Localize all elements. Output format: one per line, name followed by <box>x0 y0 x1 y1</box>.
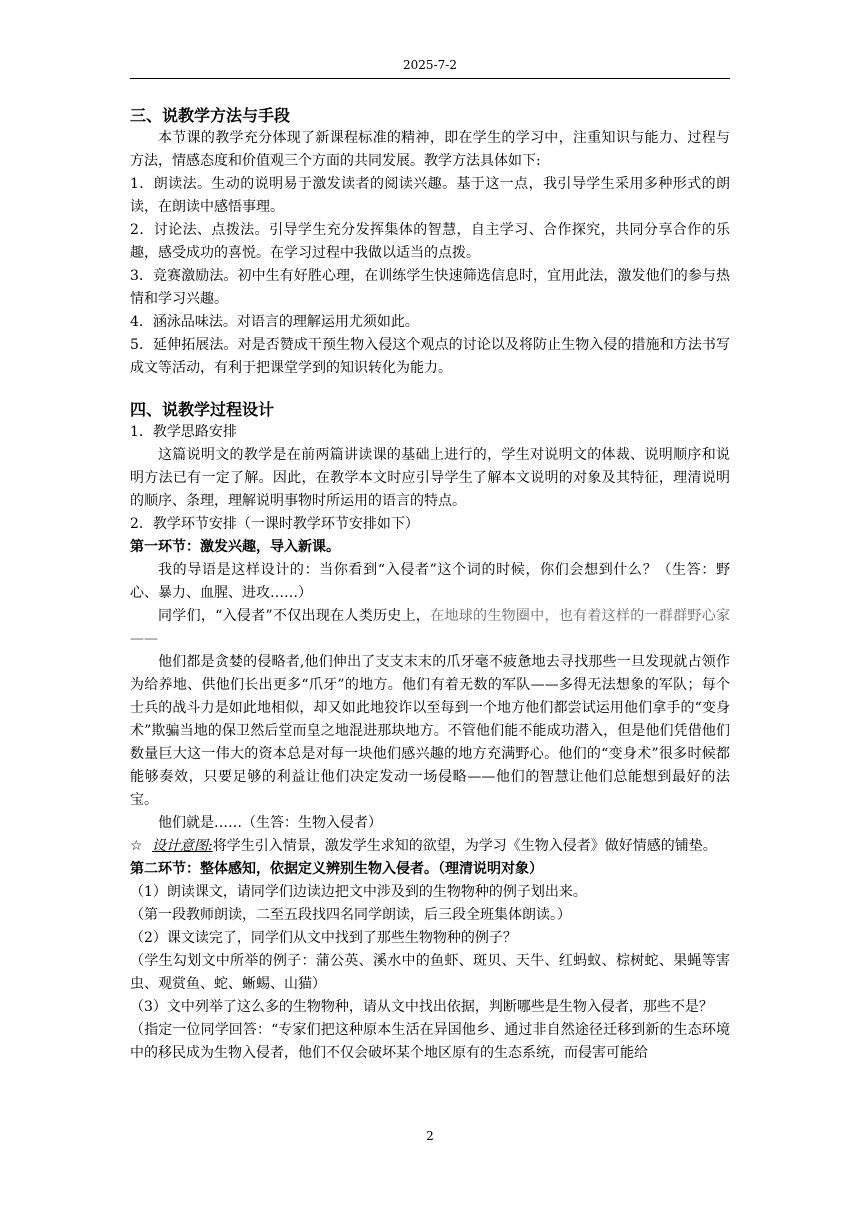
design-intent-text <box>152 835 730 858</box>
method-item: 2．讨论法、点拨法。引导学生充分发挥集体的智慧，自主学习、合作探究，共同分享合作的乐趣，感受成功的喜悦。在学习过程中我做以适当的点拨。 <box>130 222 730 261</box>
step-1-paragraph-2 <box>130 605 730 651</box>
page-header-date: 2025-7-2 <box>403 58 457 72</box>
method-item: 4．涵泳品味法。对语言的理解运用尤须如此。 <box>130 314 419 330</box>
method-item: 1．朗读法。生动的说明易于激发读者的阅读兴趣。基于这一点，我引导学生采用多种形式的朗读，在朗读中感悟事理。 <box>130 176 730 215</box>
method-item: 5．延伸拓展法。对是否赞成干预生物入侵这个观点的讨论以及将防止生物入侵的措施和方法书写成文等活动，有利于把课堂学到的知识转化为能力。 <box>130 337 730 376</box>
step-2-line: （指定一位同学回答：“专家们把这种原本生活在异国他乡、通过非自然途径迁移到新的生态环境中的移民成为生物入侵者，他们不仅会破坏某个地区原有的生态系统，而侵害可能给 <box>130 1022 730 1061</box>
step-2-line: （3）文中列举了这么多的生物物种，请从文中找出依据，判断哪些是生物入侵者，那些不是？ <box>130 999 713 1015</box>
step-2-line: （2）课文读完了，同学们从文中找到了那些生物物种的例子？ <box>130 930 517 946</box>
step-1-paragraph-2-part-b: 在地球的生物圈中，也有着这样的一群群野心家—— <box>130 608 730 647</box>
design-intent-label: 设计意图: <box>152 838 213 854</box>
step-2-line: （学生勾划文中所举的例子：蒲公英、溪水中的鱼虾、斑贝、天牛、红蚂蚁、棕树蛇、果蝇等害虫、观赏鱼、蛇、蜥蜴、山猫） <box>130 953 730 992</box>
step-1-paragraph-2-part-a: 同学们，“入侵者”不仅出现在人类历史上， <box>158 608 431 624</box>
design-intent-note <box>130 835 730 858</box>
step-1-paragraph-3: 他们都是贪婪的侵略者,他们伸出了支支末末的爪牙毫不疲惫地去寻找那些一旦发现就占领作为给养地、供他们长出更多“爪牙”的地方。他们有着无数的军队——多得无法想象的军队；每个士兵的战斗力是如此地相似，却又如此地狡诈以至每到一个地方他们都尝试运用他们拿手的“变身术”欺骗当地的保卫然后堂而皇之地混进那块地方。不管他们能不能成功潜入，但是他们凭借他们数量巨大这一伟大的资本总是对每一块他们感兴趣的地方充满野心。他们的“变身术”很多时候都能够奏效，只要足够的利益让他们决定发动一场侵略——他们的智慧让他们总能想到最好的法宝。 <box>130 654 730 808</box>
header-rule <box>130 78 730 79</box>
subheading-teaching-steps: 2．教学环节安排（一课时教学环节安排如下） <box>130 516 419 532</box>
design-intent-body: 将学生引入情景，激发学生求知的欲望，为学习《生物入侵者》做好情感的铺垫。 <box>212 838 717 854</box>
step-1-paragraph-4: 他们就是……（生答：生物入侵者） <box>158 815 382 831</box>
step-2-line: （1）朗读课文，请同学们边读边把文中涉及到的生物物种的例子划出来。 <box>130 884 587 900</box>
page-number: 2 <box>426 1129 434 1143</box>
subheading-teaching-approach: 1．教学思路安排 <box>130 424 237 440</box>
step-1-title: 第一环节：激发兴趣，导入新课。 <box>130 539 340 555</box>
step-1-paragraph: 我的导语是这样设计的：当你看到“入侵者”这个词的时候，你们会想到什么？（生答：野心、暴力、血腥、进攻……） <box>130 562 730 601</box>
section-gap <box>130 380 730 398</box>
document-body <box>130 104 730 1065</box>
method-item: 3．竞赛激励法。初中生有好胜心理，在训练学生快速筛选信息时，宜用此法，激发他们的参与热情和学习兴趣。 <box>130 268 730 307</box>
step-2-line: （第一段教师朗读，二至五段找四名同学朗读，后三段全班集体朗读。） <box>130 907 571 923</box>
section-3-title: 三、说教学方法与手段 <box>130 106 291 125</box>
star-icon: ☆ <box>130 838 143 854</box>
section-3-intro: 本节课的教学充分体现了新课程标准的精神，即在学生的学习中，注重知识与能力、过程与方法，情感态度和价值观三个方面的共同发展。教学方法具体如下: <box>130 130 730 169</box>
step-2-title: 第二环节：整体感知，依据定义辨别生物入侵者。（理清说明对象） <box>130 861 543 877</box>
section-4-title: 四、说教学过程设计 <box>130 400 275 419</box>
teaching-approach-text: 这篇说明文的教学是在前两篇讲读课的基础上进行的，学生对说明文的体裁、说明顺序和说明方法已有一定了解。因此，在教学本文时应引导学生了解本文说明的对象及其特征，理清说明的顺序、条理，理解说明事物时所运用的语言的特点。 <box>130 447 730 509</box>
